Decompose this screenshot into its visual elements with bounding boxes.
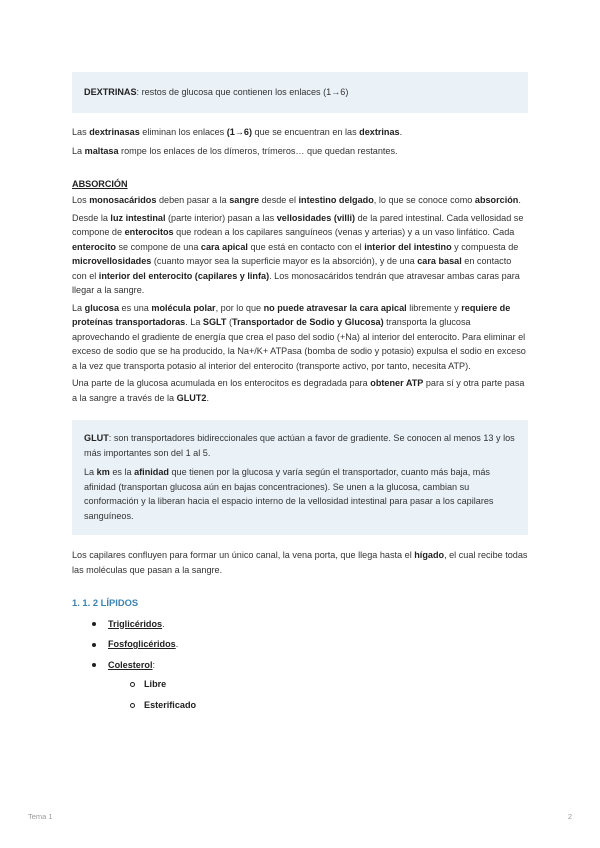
absorcion-paragraph-2: Desde la luz intestinal (parte interior) pasan a las vellosidades (villi) de la pared intestinal. Cada vellosidad se compone de enterocitos que rodean a los capilares sanguíneos (venas y arterias) y a un vaso linfático. Cada enterocito se compone de una cara apical que está en contacto con el interior del intestino y compuesta de microvellosidades (cuanto mayor sea la superficie mayor es la absorción), y de una cara basal en contacto con el interior del enterocito (capilares y linfa). Los monosacáridos tendrán que atravesar ambas caras para llegar a la sangre.: [72, 212, 524, 295]
list-item: Fosfoglicéridos.: [72, 637, 528, 652]
dextrinas-definition: [84, 85, 516, 100]
absorcion-paragraph-1: Los monosacáridos deben pasar a la sangre desde el intestino delgado, lo que se conoce como absorción.: [72, 195, 521, 205]
list-item: Triglicéridos.: [72, 617, 528, 632]
lipidos-list: [72, 617, 528, 713]
glut-definition: GLUT: son transportadores bidireccionales que actúan a favor de gradiente. Se conocen al menos 13 y los más importantes son del 1 al 5.: [84, 433, 515, 458]
list-item: Libre: [108, 677, 528, 692]
km-paragraph: La km es la afinidad que tienen por la glucosa y varía según el transportador, cuanto más baja, más afinidad (transportan glucosa aún en bajas concentraciones). Se unen a la glucosa, cambian su conformación y la liberan hacia el espacio interno de la vellosidad intestinal para pasar a los capilares sanguíneos.: [84, 467, 494, 521]
lipidos-section-title: 1. 1. 2 LÍPIDOS: [72, 597, 139, 608]
glut-callout: [72, 420, 528, 535]
dextrinas-term: DEXTRINAS: [84, 87, 137, 97]
colesterol-sublist: [108, 677, 528, 712]
page-number: 2: [567, 812, 572, 821]
maltasa-paragraph: La maltasa rompe los enlaces de los dímeros, trímeros… que quedan restantes.: [72, 146, 398, 156]
dextrinasas-paragraph: Las dextrinasas eliminan los enlaces (1→6) que se encuentran en las dextrinas.: [72, 126, 403, 137]
dextrinas-callout: [72, 72, 528, 113]
capilares-paragraph: Los capilares confluyen para formar un único canal, la vena porta, que llega hasta el hígado, el cual recibe todas las moléculas que pasan a la sangre.: [72, 550, 528, 575]
absorcion-paragraph-3: La glucosa es una molécula polar, por lo que no puede atravesar la cara apical libremente y requiere de proteínas transportadoras. La SGLT (Transportador de Sodio y Glucosa) transporta la glucosa aprovechando el gradiente de energía que crea el paso del sodio (+Na) al interior del enterocito. Para eliminar el exceso de sodio que se ha producido, la Na+/K+ ATPasa (bomba de sodio y potasio) expulsa el sodio en exceso a la vez que transporta potasio al interior del enterocito (transporte activo, por tanto, necesita ATP).: [72, 302, 526, 371]
dextrinas-text: : restos de glucosa que contienen los enlaces (1→6): [136, 87, 349, 97]
list-item: Colesterol: Libre Esterificado: [72, 658, 528, 713]
footer-chapter: Tema 1: [28, 812, 53, 821]
absorcion-paragraph-4: Una parte de la glucosa acumulada en los enterocitos es degradada para obtener ATP para sí y otra parte pasa a la sangre a través de la GLUT2.: [72, 378, 525, 403]
list-item: Esterificado: [108, 698, 528, 713]
page-content: [72, 72, 528, 712]
page-footer: [28, 810, 572, 825]
absorcion-heading: ABSORCIÓN: [72, 178, 128, 189]
